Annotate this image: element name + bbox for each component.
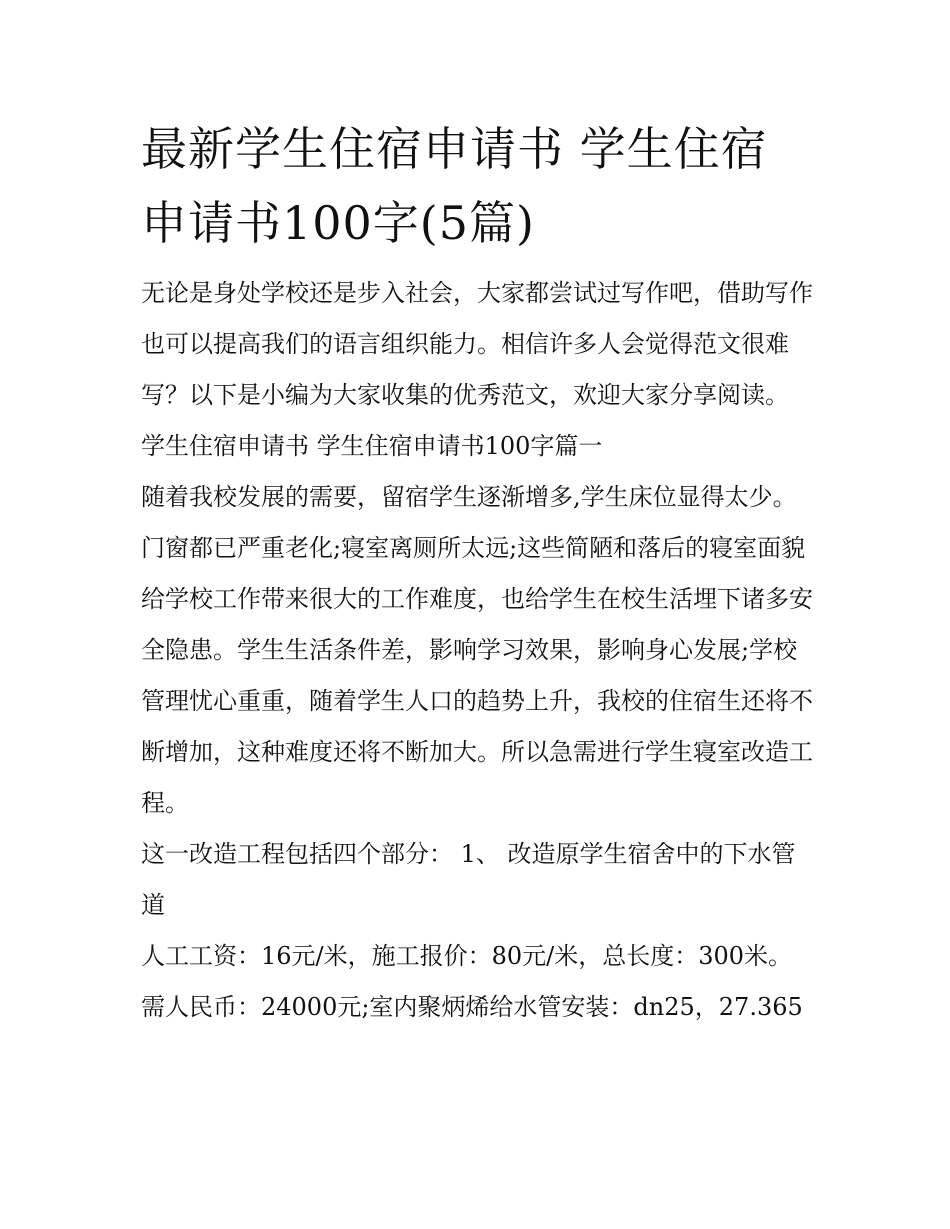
document-body bbox=[141, 112, 813, 1033]
document-title: 最新学生住宿申请书 学生住宿申请书100字(5篇) bbox=[141, 122, 768, 250]
body-paragraph: 人工工资：16元/米，施工报价：80元/米，总长度：300米。需人民币：24000元;室内聚炳烯给水管安装：dn25，27.365 bbox=[141, 942, 803, 1021]
intro-paragraph: 无论是身处学校还是步入社会，大家都尝试过写作吧，借助写作也可以提高我们的语言组织能力。相信许多人会觉得范文很难写？以下是小编为大家收集的优秀范文，欢迎大家分享阅读。 bbox=[141, 279, 813, 409]
body-paragraph: 这一改造工程包括四个部分： 1、 改造原学生宿舍中的下水管道 bbox=[141, 840, 796, 919]
section-heading: 学生住宿申请书 学生住宿申请书100字篇一 bbox=[141, 432, 603, 460]
body-paragraph: 随着我校发展的需要，留宿学生逐渐增多,学生床位显得太少。门窗都已严重老化;寝室离厕所太远;这些简陋和落后的寝室面貌给学校工作带来很大的工作难度，也给学生在校生活埋下诸多安全隐患。学生生活条件差，影响学习效果，影响身心发展;学校管理忧心重重，随着学生人口的趋势上升，我校的住宿生还将不断增加，这种难度还将不断加大。所以急需进行学生寝室改造工程。 bbox=[141, 483, 813, 817]
